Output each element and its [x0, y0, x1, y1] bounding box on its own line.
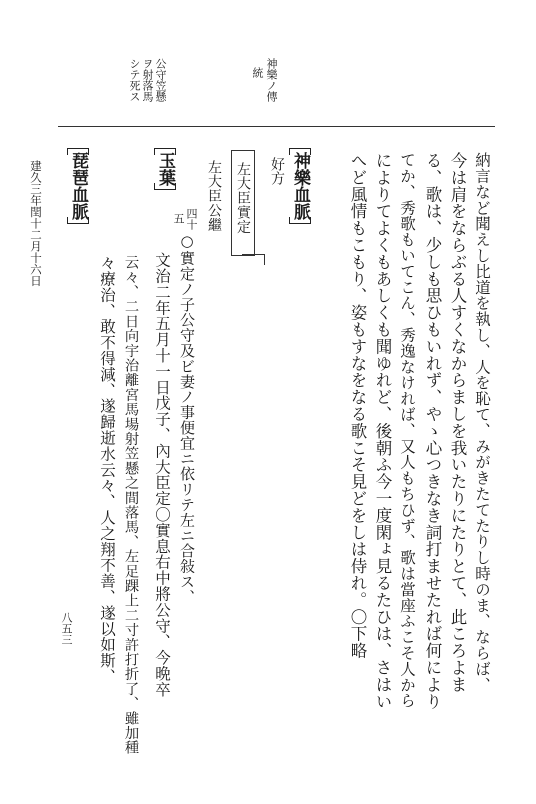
header-left-line-3: シテ死ス	[128, 58, 141, 102]
gyokuyo-volume-2: 五	[172, 213, 185, 224]
lineage-name-1: 左大臣實定	[235, 162, 251, 234]
gyokuyo-line-2: 文治二年五月十一日戊子、內大臣定〇實息右中將公守、今晩卒	[153, 252, 171, 698]
page-number: 八五三	[60, 612, 73, 645]
lineage-connector	[242, 254, 265, 265]
gyokuyo-line-1: ○實定ノ子公守及ビ妻ノ事便宜ニ依リテ左ニ合敍ス、	[178, 232, 196, 605]
gyokuyo-volume-1: 四十	[185, 208, 198, 230]
text-line-4: てか、秀歌もいてこん、秀逸なければ、又人もちひず、歌は當座ふこそ人から	[398, 152, 416, 709]
header-rule	[58, 126, 495, 127]
text-line-2: 今は肩をならぶる人すくなからましを我いたりにたりとて、此ころよま	[448, 152, 467, 693]
kagura-heading: 神樂血脈	[290, 152, 310, 220]
gyokuyo-line-4: 々療治、敢不得減、遂歸逝水云々、人之翔不善、遂以如斯、	[98, 255, 116, 685]
kagura-label: 好方	[269, 157, 285, 186]
gyokuyo-heading: 玉葉	[155, 152, 175, 186]
biwa-heading: 琵琶血脈	[68, 152, 88, 220]
date-line: 建久三年閏十二月十六日	[29, 160, 43, 287]
header-left-line-2: ヲ射落馬	[141, 58, 154, 102]
text-line-5: によりてよくもあしくも聞ゆれど、後朝ふ今一度閑ょ見るたひは、さはい	[373, 152, 392, 710]
text-line-1: 納言など聞えし比道を執し、人を恥て、みがきたてたりし時のま、ならば、	[473, 152, 491, 693]
lineage-name-2: 左大臣公繼	[206, 160, 222, 232]
text-line-3: る、歌は、少しも思ひもいれず、やゝ心つきなき詞打ませたれば何により	[423, 152, 442, 710]
header-right-title: 神樂ノ傳	[265, 58, 278, 102]
text-line-6: へど風情もこもり、姿もすなをなる歌こそ見どをしは侍れ。〇下略	[348, 152, 367, 659]
header-left-line-1: 公守笠懸	[154, 58, 167, 102]
header-right-sub: 統	[251, 67, 264, 78]
gyokuyo-line-3: 云々、二日向宇治離宮馬場射笠懸之間落馬、左足踝上二寸許打折了、雖加種	[123, 255, 139, 755]
